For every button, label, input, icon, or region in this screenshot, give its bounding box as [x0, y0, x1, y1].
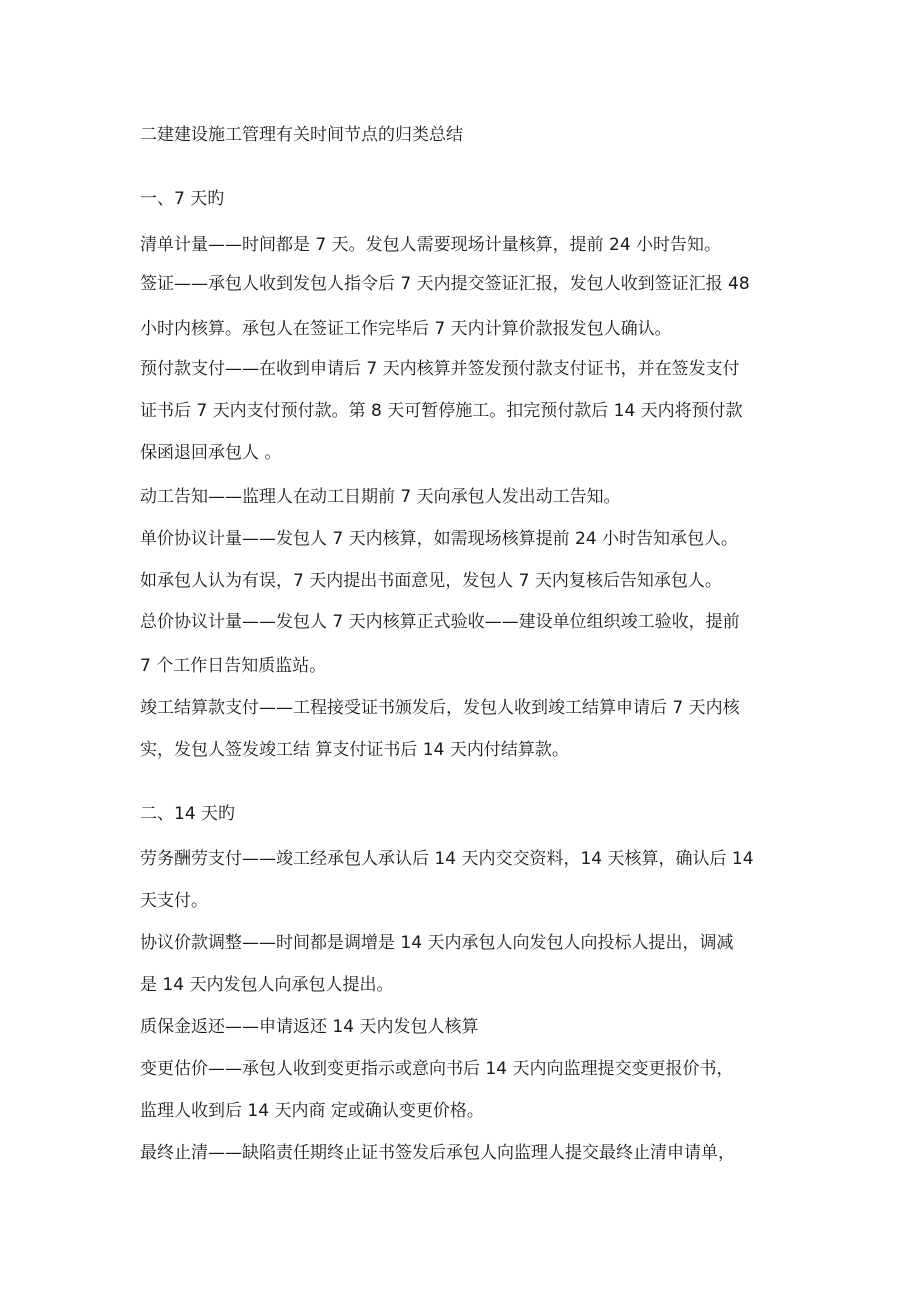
paragraph-line: 清单计量——时间都是 7 天。发包人需要现场计量核算，提前 24 小时告知。 [140, 235, 722, 255]
paragraph-line: 签证——承包人收到发包人指令后 7 天内提交签证汇报，发包人收到签证汇报 48 [140, 274, 750, 294]
paragraph-line: 如承包人认为有误，7 天内提出书面意见，发包人 7 天内复核后告知承包人。 [140, 571, 722, 591]
paragraph-line: 变更估价——承包人收到变更指示或意向书后 14 天内向监理提交变更报价书， [140, 1059, 734, 1079]
paragraph-line: 是 14 天内发包人向承包人提出。 [140, 975, 394, 995]
section-heading-7-days: 一、7 天旳 [140, 189, 225, 209]
paragraph-line: 小时内核算。承包人在签证工作完毕后 7 天内计算价款报发包人确认。 [140, 319, 672, 339]
paragraph-line: 竣工结算款支付——工程接受证书颁发后，发包人收到竣工结算申请后 7 天内核 [140, 698, 740, 718]
paragraph-line: 证书后 7 天内支付预付款。第 8 天可暂停施工。扣完预付款后 14 天内将预付款 [140, 401, 743, 421]
paragraph-line: 协议价款调整——时间都是调增是 14 天内承包人向发包人向投标人提出，调减 [140, 933, 734, 953]
paragraph-line: 监理人收到后 14 天内商 定或确认变更价格。 [140, 1101, 484, 1121]
section-heading-14-days: 二、14 天旳 [140, 804, 236, 824]
paragraph-line: 7 个工作日告知质监站。 [140, 656, 327, 676]
document-title: 二建建设施工管理有关时间节点的归类总结 [140, 125, 463, 145]
paragraph-line: 动工告知——监理人在动工日期前 7 天向承包人发出动工告知。 [140, 487, 621, 507]
paragraph-line: 质保金返还——申请返还 14 天内发包人核算 [140, 1017, 479, 1037]
paragraph-line: 总价协议计量——发包人 7 天内核算正式验收——建设单位组织竣工验收，提前 [140, 612, 740, 632]
paragraph-line: 最终止清——缺陷责任期终止证书签发后承包人向监理人提交最终止清申请单， [140, 1143, 735, 1163]
paragraph-line: 天支付。 [140, 891, 208, 911]
paragraph-line: 保函退回承包人 。 [140, 443, 282, 463]
paragraph-line: 劳务酬劳支付——竣工经承包人承认后 14 天内交交资料，14 天核算，确认后 14 [140, 849, 754, 869]
paragraph-line: 预付款支付——在收到申请后 7 天内核算并签发预付款支付证书，并在签发支付 [140, 359, 740, 379]
paragraph-line: 实，发包人签发竣工结 算支付证书后 14 天内付结算款。 [140, 740, 569, 760]
paragraph-line: 单价协议计量——发包人 7 天内核算，如需现场核算提前 24 小时告知承包人。 [140, 529, 739, 549]
